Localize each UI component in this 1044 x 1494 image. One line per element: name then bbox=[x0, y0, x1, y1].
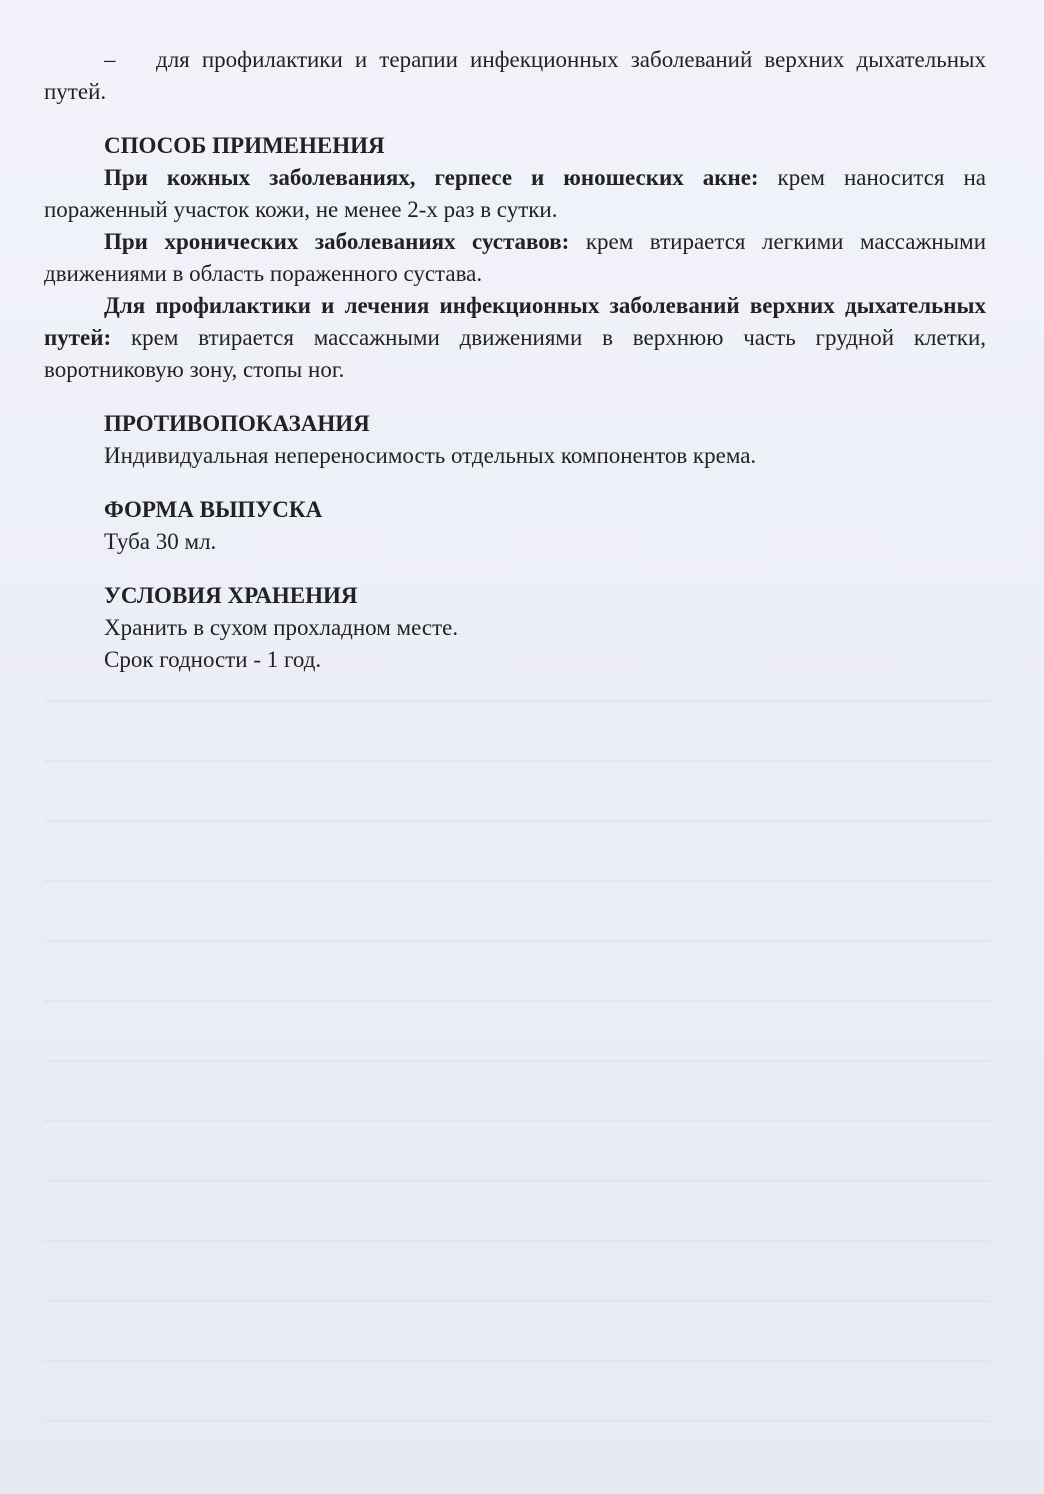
usage-item-respiratory bbox=[44, 290, 986, 386]
bleed-through-line bbox=[44, 940, 990, 942]
bleed-through-line bbox=[44, 1180, 990, 1182]
bleed-through-line bbox=[44, 820, 990, 822]
list-dash: – bbox=[104, 47, 116, 72]
shelf-life: Срок годности - 1 год. bbox=[104, 647, 322, 672]
contraindications-heading: ПРОТИВОПОКАЗАНИЯ bbox=[104, 411, 370, 436]
usage-item-respiratory-text: крем втирается массажными движениями в верхнюю часть грудной клетки, воротниковую зону, стопы ног. bbox=[44, 325, 986, 382]
bleed-through-line bbox=[44, 700, 990, 702]
bleed-through-line bbox=[44, 1360, 990, 1362]
intro-list-item bbox=[44, 44, 986, 108]
usage-item-joints-title: При хронических заболеваниях суставов: bbox=[104, 229, 570, 254]
bleed-through-line bbox=[44, 1300, 990, 1302]
usage-heading: СПОСОБ ПРИМЕНЕНИЯ bbox=[104, 133, 385, 158]
usage-item-skin-title: При кожных заболеваниях, герпесе и юношеских акне: bbox=[104, 165, 759, 190]
bleed-through-line bbox=[44, 1060, 990, 1062]
intro-item-text: для профилактики и терапии инфекционных заболеваний верхних дыхательных путей. bbox=[44, 47, 986, 104]
usage-item-joints-text: крем втирается легкими массажными движениями в область пораженного сустава. bbox=[44, 229, 986, 286]
bleed-through-line bbox=[44, 1420, 990, 1422]
usage-item-respiratory-title: Для профилактики и лечения инфекционных заболеваний верхних дыхательных путей: bbox=[44, 293, 986, 350]
bleed-through-line bbox=[44, 1120, 990, 1122]
storage-heading: УСЛОВИЯ ХРАНЕНИЯ bbox=[104, 583, 358, 608]
bleed-through-line bbox=[44, 1000, 990, 1002]
document-body bbox=[44, 44, 986, 676]
contraindications-text: Индивидуальная непереносимость отдельных компонентов крема. bbox=[104, 443, 757, 468]
storage-conditions: Хранить в сухом прохладном месте. bbox=[104, 615, 459, 640]
bleed-through-line bbox=[44, 1240, 990, 1242]
release-form-heading: ФОРМА ВЫПУСКА bbox=[104, 497, 323, 522]
bleed-through-line bbox=[44, 880, 990, 882]
usage-item-skin-text: крем наносится на пораженный участок кожи, не менее 2-х раз в сутки. bbox=[44, 165, 986, 222]
usage-item-joints bbox=[44, 226, 986, 290]
release-form-text: Туба 30 мл. bbox=[104, 529, 217, 554]
usage-item-skin bbox=[44, 162, 986, 226]
bleed-through-line bbox=[44, 760, 990, 762]
